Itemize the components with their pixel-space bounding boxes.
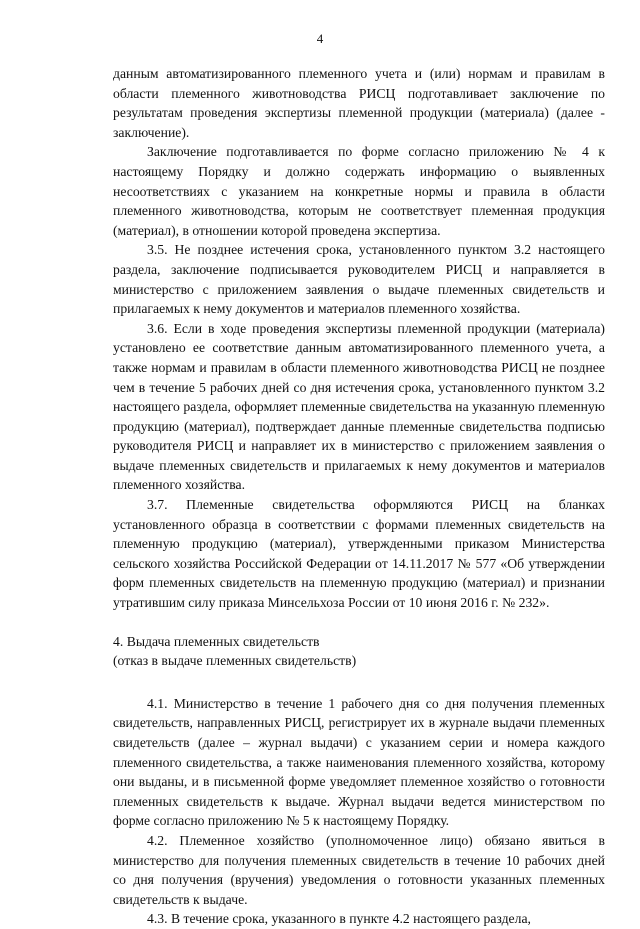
paragraph-4-1: 4.1. Министерство в течение 1 рабочего дня со дня получения племенных свидетельств, направленных РИСЦ, регистрирует их в журнале выдачи племенных свидетельств (далее – журнал выдачи) с указанием серии и номера каждого племенного свидетельства, а также наименования племенного хозяйства, которому они выданы, и в письменной форме уведомляет племенное хозяйство о готовности племенных свидетельств к выдаче. Журнал выдачи ведется министерством по форме согласно приложению № 5 к настоящему Порядку. <box>113 695 605 829</box>
paragraph-3-6: 3.6. Если в ходе проведения экспертизы племенной продукции (материала) установлено ее соответствие данным автоматизированного племенного учета, а также нормам и правилам в области племенного животноводства РИСЦ не позднее чем в течение 5 рабочих дней со дня истечения срока, установленного пунктом 3.2 настоящего раздела, оформляет племенные свидетельства на указанную племенную продукцию (материал), подтверждает данные племенные свидетельства подписью руководителя РИСЦ и направляет их в министерство с приложением заявления о выдаче племенных свидетельств и прилагаемых к нему документов и материалов племенного хозяйства. <box>113 320 605 493</box>
page-number: 4 <box>316 31 324 46</box>
paragraph-3-5: 3.5. Не позднее истечения срока, установленного пунктом 3.2 настоящего раздела, заключение подписывается руководителем РИСЦ и направляется в министерство с приложением заявления о выдаче племенных свидетельств и прилагаемых к нему документов и материалов племенного хозяйства. <box>113 242 605 317</box>
paragraph-3-7: 3.7. Племенные свидетельства оформляются РИСЦ на бланках установленного образца в соответствии с формами племенных свидетельств на племенную продукцию (материал), утвержденными приказом Министерства сельского хозяйства Российской Федерации от 14.11.2017 № 577 «Об утверждении форм племенных свидетельств на племенную продукцию (материал) и признании утратившим силу приказа Минсельхоза России от 10 июня 2016 г. № 232». <box>113 497 605 611</box>
paragraph-4-2: 4.2. Племенное хозяйство (уполномоченное лицо) обязано явиться в министерство для получения племенных свидетельств в течение 10 рабочих дней со дня получения (вручения) уведомления о готовности указанных племенных свидетельств к выдаче. <box>113 832 605 907</box>
section-heading-line1: 4. Выдача племенных свидетельств <box>113 633 320 649</box>
paragraph-conclusion-form: Заключение подготавливается по форме согласно приложению № 4 к настоящему Порядку и должно содержать информацию о выявленных несоответствиях с указанием на конкретные нормы и правила в области племенного животноводства, которым не соответствует племенная продукция (материал), в отношении которой проведена экспертиза. <box>113 144 605 238</box>
document-body <box>113 64 605 929</box>
section-heading-line2: (отказ в выдаче племенных свидетельств) <box>113 653 357 669</box>
paragraph-continuation: данным автоматизированного племенного учета и (или) нормам и правилам в области племенного животноводства РИСЦ подготавливает заключение по результатам проведения экспертизы племенной продукции (материала) (далее - заключение). <box>113 66 605 140</box>
paragraph-4-3: 4.3. В течение срока, указанного в пункте 4.2 настоящего раздела, <box>147 911 531 927</box>
